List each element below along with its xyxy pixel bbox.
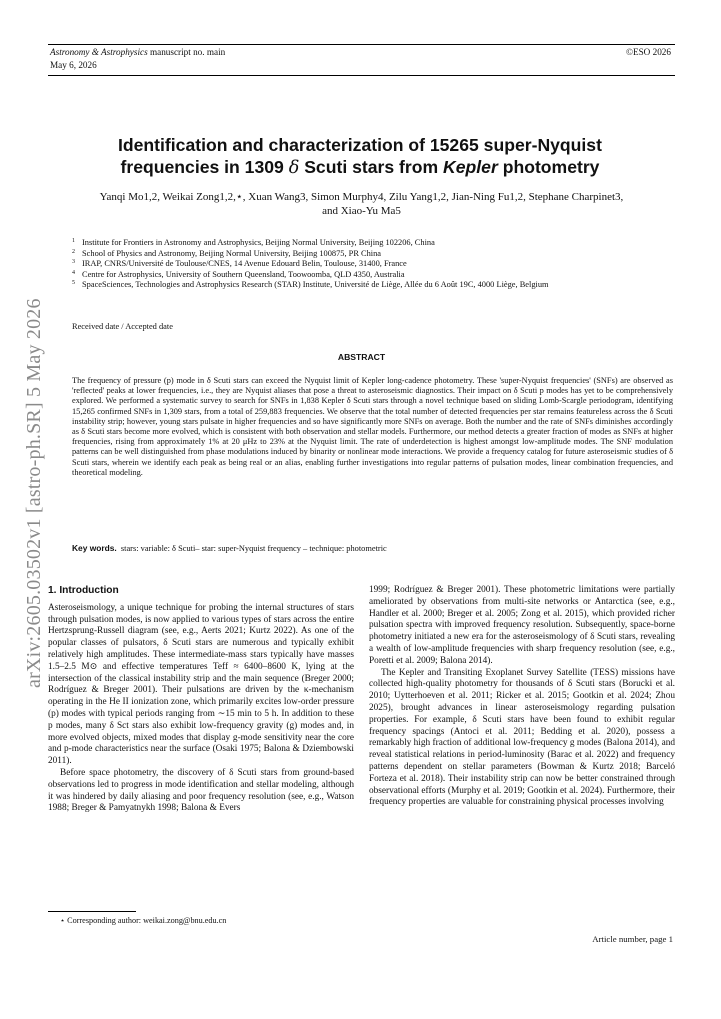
author-list [48,190,675,218]
manuscript-date: May 6, 2026 [50,60,97,70]
affiliations [72,238,672,291]
abstract-text: The frequency of pressure (p) mode in δ Scuti stars can exceed the Nyquist limit of Kepler long-cadence photometry. These 'super-Nyquist frequencies' (SNFs) are observed as 'reflected' peaks at lower frequencies, i.e., they are Nyquist aliases that pose a threat to asteroseismic diagnostics. Their impact on δ Scuti p modes has yet to be comprehensively explored. We performed a systematic survey to search for SNFs in 1,838 Kepler δ Scuti stars through a novel technique based on sliding Lomb-Scargle periodogram, identifying 15,265 confirmed SNFs in 1,309 stars, from a total of 259,883 frequencies. We observe that the total number of detected frequencies per star remains featureless across the δ Scuti instability strip; however, young stars pulsate in higher frequencies and so have significantly more SNFs on average. Both the number and the rate of SNFs diminishes accordingly as δ Scuti stars become more evolved, which is consistent with both observation and stellar models. Furthermore, our method detects a greater fraction of modes as SNFs at higher frequencies, rising from approximately 1% at 20 μHz to 23% at the Nyquist limit. The rate of underdetection is highest amongst low-amplitude modes. The SNF modulation patterns can be well distinguished from phase modulations induced by binarity or nonlinear mode interactions. We provide a frequency catalog for future asteroseismic studies of δ Scuti stars, wherein we identify each peak as being real or an alias, enabling further investigations into regular patterns of pulsation modes, linear combination frequencies, and theoretical modeling. [72,376,673,477]
left-column [48,585,354,815]
paper-title: Identification and characterization of 15265 super-Nyquist frequencies in 1309 δ Scuti stars from Kepler photometry [118,135,602,178]
section-title: 1. Introduction [48,585,119,596]
journal-name: Astronomy & Astrophysics manuscript no. main [50,47,226,57]
paragraph: Before space photometry, the discovery of δ Scuti stars from ground-based observations led to progress in mode identification and stellar modeling, although it was hindered by daily aliasing and poor frequency resolution (see, e.g., Watson 1988; Breger & Pamyatnykh 1998; Balona & Evers [48,767,354,814]
keywords: Key words. stars: variable: δ Scuti– star: super-Nyquist frequency – technique: photometric [72,543,387,553]
authors-line-1: Yanqi Mo1,2, Weikai Zong1,2,⋆, Xuan Wang3, Simon Murphy4, Zilu Yang1,2, Jian-Ning Fu1,2, Stephane Charpinet3, [99,191,624,203]
paragraph: 1999; Rodríguez & Breger 2001). These photometric limitations were partially ameliorated by observations from multi-site networks or Antarctica (see, e.g., Handler et al. 2000; Breger et al. 2005; Zong et al. 2015), which provided richer pulsation spectra with improved frequency resolution. Subsequently, space-borne photometry initiated a new era for the asteroseismology of δ Scuti stars, revealing a wealth of low-amplitude frequencies with sharp frequency resolution (see, e.g., Poretti et al. 2009; Balona 2014). [369,585,675,666]
paragraph: Asteroseismology, a unique technique for probing the internal structures of stars through pulsation modes, is now applied to various types of stars across the entire Hertzsprung-Russell diagram (see, e.g., Aerts 2021; Kurtz 2022). As one of the popular classes of pulsators, δ Scuti stars are numerous and typically exhibit relatively high amplitudes. These intermediate-mass stars typically have masses 1.5–2.5 M⊙ and effective temperatures Teff ≈ 6400–8600 K, lying at the intersection of the classical instability strip and the main sequence (Breger 2000; Rodríguez & Breger 2001). Their pulsations are driven by the κ-mechanism operating in the He II ionization zone, which primarily excites low-order pressure (p) modes with typical periods ranging from ∼15 min to 5 h. In addition to these p modes, many δ Sct stars also exhibit low-frequency gravity (g) modes and, in more evolved objects, mixed modes that display g-mode sensitivity near the core and p-mode characteristics near the surface (Osaki 1975; Balona & Dziembowski 2011). [48,602,354,767]
footnote: ⋆ Corresponding author: weikai.zong@bnu.edu.cn [60,916,227,925]
right-column [369,585,675,809]
copyright: ©ESO 2026 [625,47,671,57]
affiliation-item: 1 Institute for Frontiers in Astronomy and Astrophysics, Beijing Normal University, Beijing 102206, China [72,238,435,247]
affiliation-item: 5 SpaceSciences, Technologies and Astrophysics Research (STAR) Institute, Université de Liège, Allée du 6 Août 19C, 4000 Liège, Belgium [72,280,549,290]
paragraph: The Kepler and Transiting Exoplanet Survey Satellite (TESS) missions have collected high-quality photometry for thousands of δ Scuti stars (Borucki et al. 2010; Uytterhoeven et al. 2011; Ricker et al. 2015; Gootkin et al. 2024; Zhou 2025), brought advances in linear asteroseismology regarding pulsation properties. For example, δ Scuti stars have been found to exhibit regular frequency spacings (Antoci et al. 2011; Bedding et al. 2020), possess a remarkably high fraction of additional low-frequency g modes (Balona 2014), and reveal statistical relations in period-luminosity (Barac et al. 2022) and frequency patterns dependent on stellar parameters (Bowman & Kurtz 2018; Barceló Forteza et al. 2018). Their instability strip can now be better constrained through observational efforts (Murphy et al. 2019; Gootkin et al. 2024). Furthermore, their frequency properties are valuable for constraining physical processes involving [369,667,675,808]
affiliation-item: 4 Centre for Astrophysics, University of Southern Queensland, Toowoomba, QLD 4350, Australia [72,269,405,279]
authors-line-2: and Xiao-Yu Ma5 [322,205,401,217]
affiliation-item: 3 IRAP, CNRS/Université de Toulouse/CNES, 14 Avenue Edouard Belin, Toulouse, 31400, France [72,259,407,269]
page-number: Article number, page 1 [592,934,673,944]
received-date: Received date / Accepted date [72,322,173,331]
arxiv-identifier[interactable]: arXiv:2605.03502v1 [astro-ph.SR] 5 May 2026 [23,298,45,688]
abstract-heading: ABSTRACT [337,352,386,362]
affiliation-item: 2 School of Physics and Astronomy, Beijing Normal University, Beijing 100875, PR China [72,248,382,258]
footnote-divider [48,911,136,912]
